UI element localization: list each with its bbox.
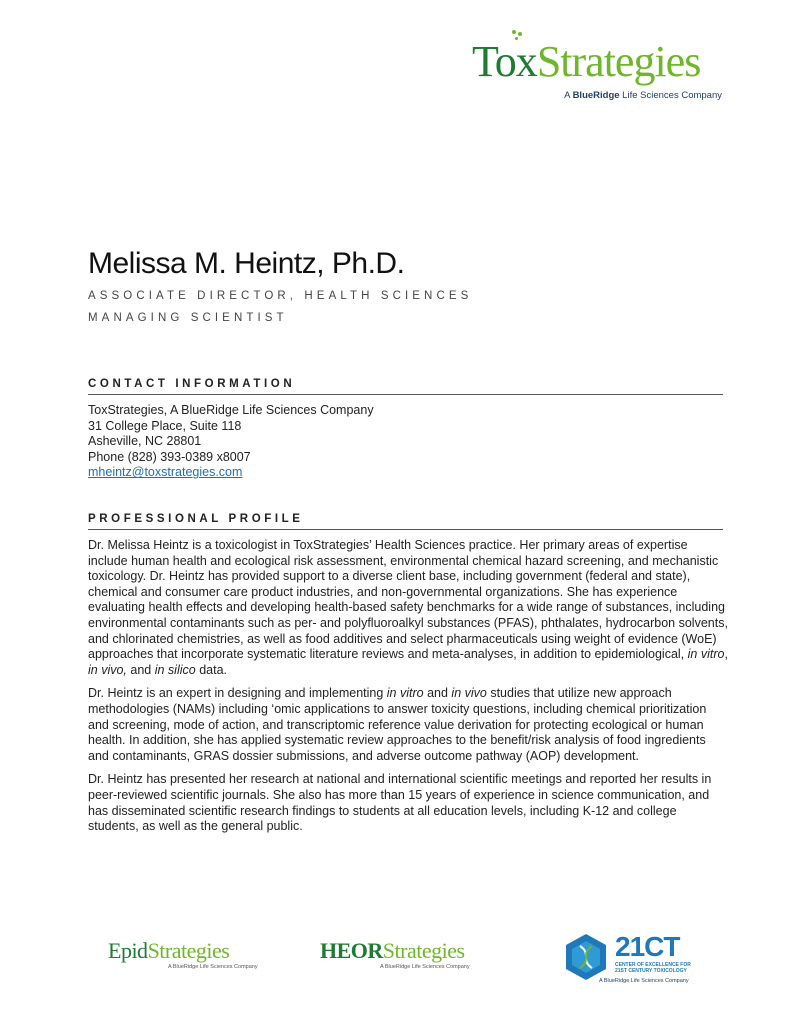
job-title-primary: ASSOCIATE DIRECTOR, HEALTH SCIENCES xyxy=(88,290,473,302)
contact-email-link[interactable]: mheintz@toxstrategies.com xyxy=(88,465,243,480)
profile-paragraph-3: Dr. Heintz has presented her research at national and international scientific meetings and reported her results in peer-reviewed scientific journals. She also has more than 15 years of experience in science communication, and has disseminated scientific research findings to students at all education levels, including K-12 and college students, as well as the general public. xyxy=(88,772,712,834)
toxstrategies-logo xyxy=(462,30,732,105)
logo-wordmark: ToxStrategies xyxy=(472,37,701,86)
contact-heading: CONTACT INFORMATION xyxy=(88,378,723,395)
contact-address-line2: Asheville, NC 28801 xyxy=(88,434,202,449)
profile-heading: PROFESSIONAL PROFILE xyxy=(88,513,723,530)
profile-paragraph-1: Dr. Melissa Heintz is a toxicologist in ToxStrategies’ Health Sciences practice. Her primary areas of expertise include human health and ecological risk assessment, environmental chemical hazard screening, and mechanistic toxicology. Dr. Heintz has provided support to a diverse client base, including government (federal and state), chemical and consumer care product industries, and non-governmental organizations. She has experience evaluating health effects and developing health-based safety benchmarks for a wide range of substances, including environmental contaminants such as per- and polyfluoroalkyl substances (PFAS), phthalates, hydrocarbon solvents, and chlorinated chemistries, as well as food additives and select pharmaceuticals using weight of evidence (WoE) approaches that incorporate systematic literature reviews and meta-analyses, in addition to epidemiological, in vitro, in vivo, and in silico data. xyxy=(88,538,728,677)
contact-company: ToxStrategies, A BlueRidge Life Sciences Company xyxy=(88,403,374,417)
contact-block xyxy=(88,403,374,481)
person-name: Melissa M. Heintz, Ph.D. xyxy=(88,247,405,280)
21ct-logo: 21CT CENTER OF EXCELLENCE FOR 21ST CENTURY TOXICOLOGY A BlueRidge Life Sciences Company xyxy=(563,932,703,987)
logo-tagline: A BlueRidge Life Sciences Company xyxy=(564,90,722,101)
job-title-secondary: MANAGING SCIENTIST xyxy=(88,312,288,324)
contact-address-line1: 31 College Place, Suite 118 xyxy=(88,418,242,433)
profile-body xyxy=(88,538,728,843)
hexagon-dna-icon xyxy=(563,932,609,982)
heorstrategies-logo: HEORStrategies A BlueRidge Life Sciences Company xyxy=(320,938,470,970)
profile-paragraph-2: Dr. Heintz is an expert in designing and implementing in vitro and in vivo studies that utilize new approach methodologies (NAMs) including ‘omic applications to answer toxicity questions, including chemical prioritization and screening, mode of action, and transcriptomic reference value derivation for protecting ecological or human health. In addition, she has applied systematic review approaches to the benefit/risk analysis of food ingredients and contaminants, GRAS dossier submissions, and adverse outcome pathway (AOP) development. xyxy=(88,686,707,763)
epidstrategies-logo: EpidStrategies A BlueRidge Life Sciences Company xyxy=(108,938,258,970)
contact-phone: Phone (828) 393-0389 x8007 xyxy=(88,449,251,464)
